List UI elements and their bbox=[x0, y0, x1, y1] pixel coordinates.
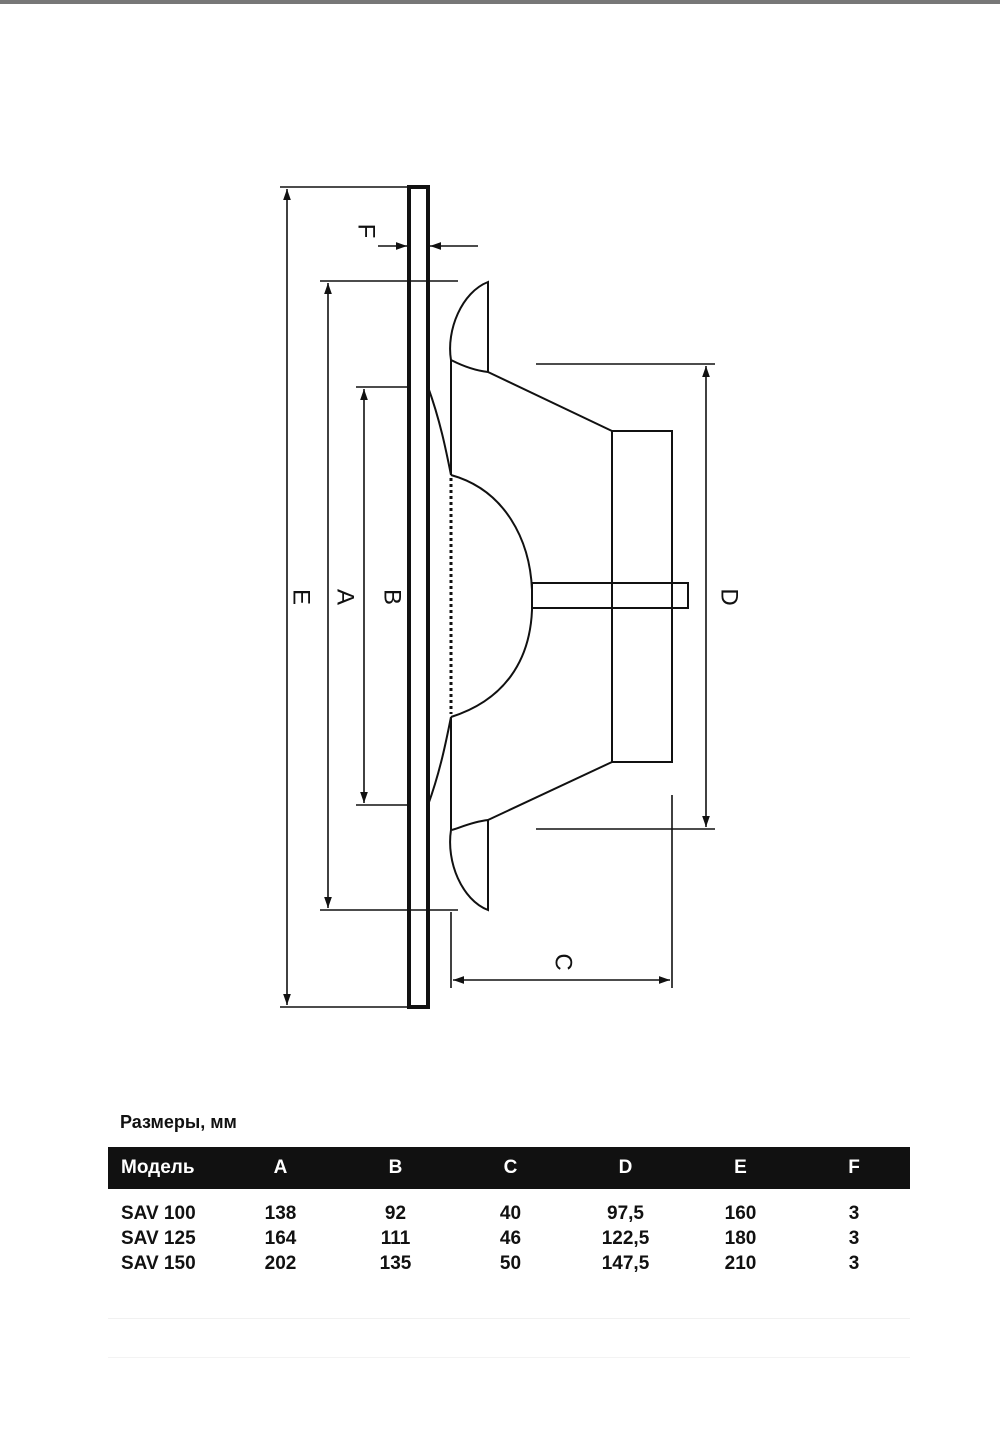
mounting-plate bbox=[409, 187, 428, 1007]
cell-f: 3 bbox=[848, 1252, 860, 1274]
cell-a: 202 bbox=[264, 1252, 297, 1274]
column-header-d: D bbox=[618, 1157, 633, 1178]
dimensions-table bbox=[108, 1147, 910, 1276]
dimension-d bbox=[536, 364, 743, 829]
dimension-f bbox=[353, 224, 478, 246]
table-row bbox=[108, 1251, 910, 1276]
column-header-b: B bbox=[388, 1157, 403, 1178]
label-c: C bbox=[549, 953, 577, 971]
cell-c: 40 bbox=[499, 1202, 522, 1224]
column-header-model: Модель bbox=[121, 1157, 195, 1178]
cell-c: 46 bbox=[499, 1227, 522, 1249]
cell-model: SAV 150 bbox=[121, 1252, 196, 1274]
cell-b: 135 bbox=[379, 1252, 412, 1274]
column-header-c: C bbox=[503, 1157, 518, 1178]
label-e: E bbox=[287, 588, 315, 606]
label-f: F bbox=[352, 223, 380, 239]
table-header-row bbox=[108, 1147, 910, 1189]
cell-e: 160 bbox=[724, 1202, 757, 1224]
cell-f: 3 bbox=[848, 1227, 860, 1249]
dimensions-table-title: Размеры, мм bbox=[120, 1112, 237, 1132]
label-b: B bbox=[378, 588, 406, 606]
table-row bbox=[108, 1226, 910, 1251]
cell-model: SAV 125 bbox=[121, 1227, 196, 1249]
cell-a: 138 bbox=[264, 1202, 297, 1224]
cell-b: 111 bbox=[380, 1227, 411, 1249]
dimension-c bbox=[451, 795, 672, 988]
label-d: D bbox=[715, 588, 743, 606]
table-row bbox=[108, 1201, 910, 1226]
label-a: A bbox=[331, 588, 359, 606]
valve-body bbox=[428, 282, 688, 910]
dimension-b bbox=[356, 387, 409, 805]
column-header-e: E bbox=[734, 1157, 747, 1178]
column-header-f: F bbox=[848, 1157, 860, 1178]
cell-d: 147,5 bbox=[601, 1252, 650, 1274]
cell-model: SAV 100 bbox=[121, 1202, 196, 1224]
cell-d: 122,5 bbox=[601, 1227, 650, 1249]
cell-c: 50 bbox=[499, 1252, 522, 1274]
empty-table-row bbox=[108, 1318, 910, 1358]
cell-f: 3 bbox=[848, 1202, 860, 1224]
cell-a: 164 bbox=[264, 1227, 297, 1249]
cell-e: 180 bbox=[724, 1227, 757, 1249]
cell-b: 92 bbox=[384, 1202, 407, 1224]
cell-e: 210 bbox=[724, 1252, 757, 1274]
cell-d: 97,5 bbox=[607, 1202, 644, 1224]
column-header-a: A bbox=[273, 1157, 288, 1178]
